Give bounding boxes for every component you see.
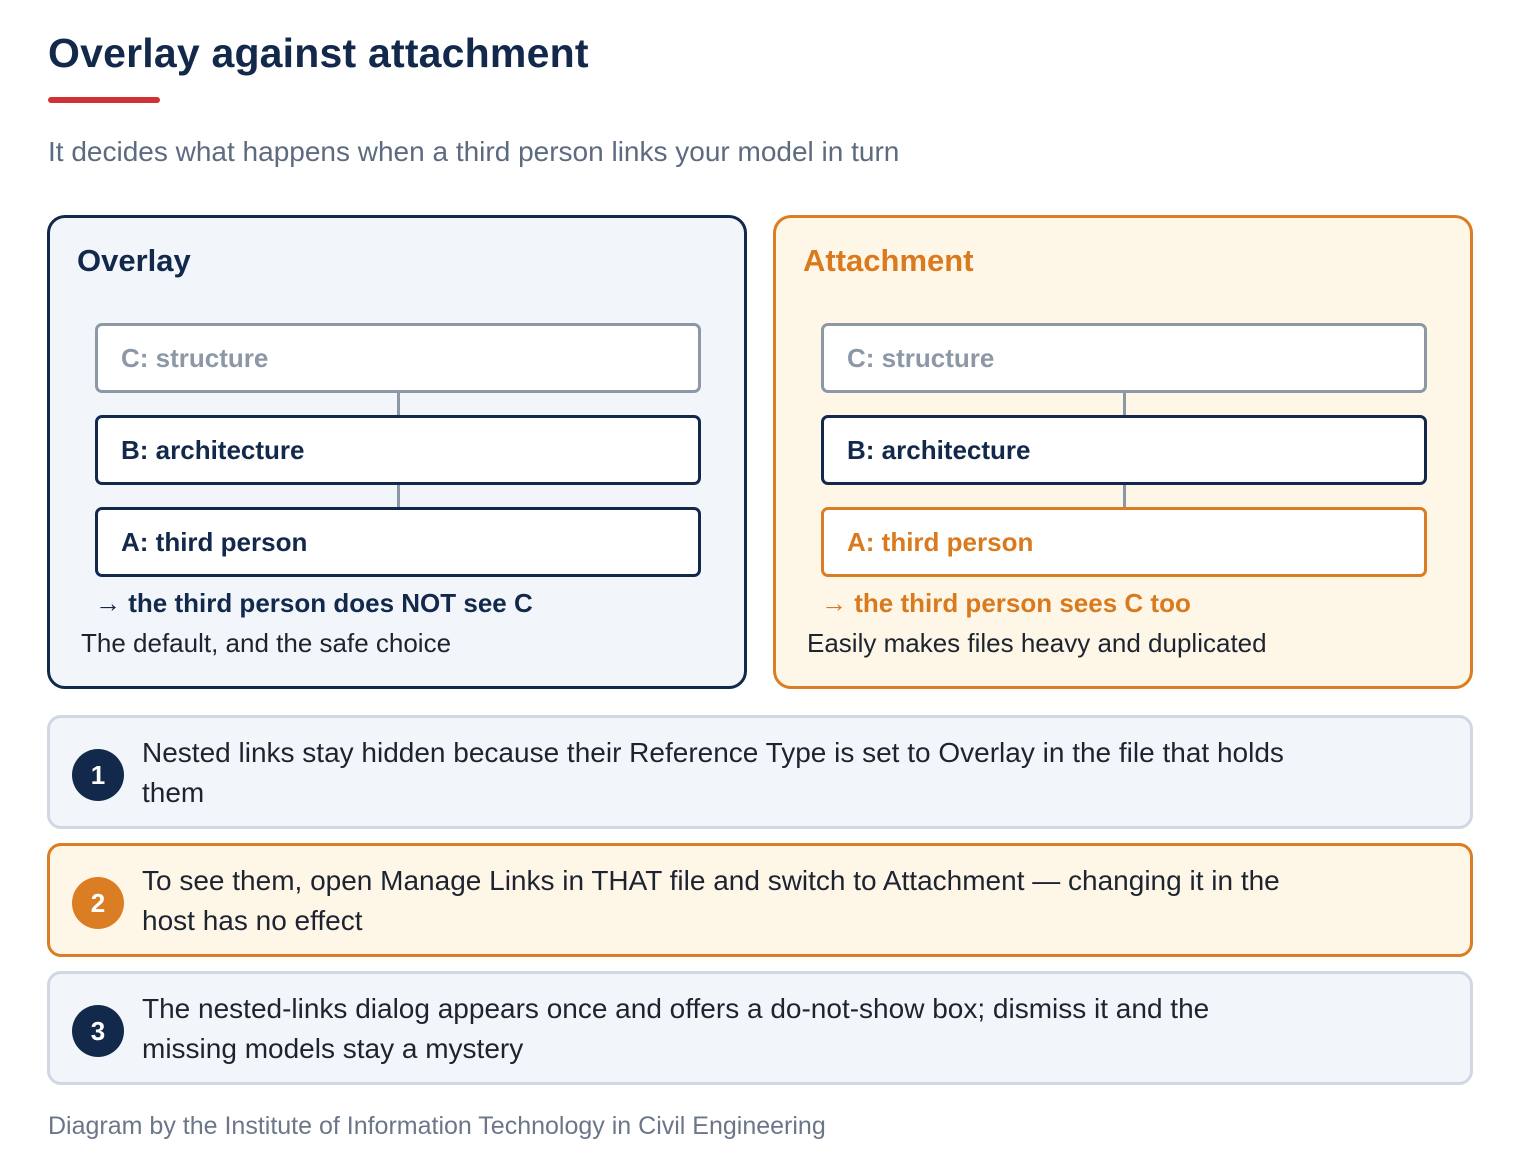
overlay-panel-title: Overlay — [77, 243, 191, 278]
title-underline — [48, 97, 160, 103]
step-number-badge: 2 — [72, 877, 124, 929]
attachment-box-architecture: B: architecture — [821, 415, 1427, 485]
step-text: To see them, open Manage Links in THAT file and switch to Attachment — changing it in the host has no effect — [142, 865, 1280, 936]
overlay-connector-c-b — [397, 393, 400, 415]
step-card-2 — [47, 843, 1473, 957]
attachment-note: Easily makes files heavy and duplicated — [807, 628, 1267, 658]
page-title: Overlay against attachment — [48, 30, 589, 76]
overlay-box-structure: C: structure — [95, 323, 701, 393]
step-card-1 — [47, 715, 1473, 829]
attachment-box-third-person: A: third person — [821, 507, 1427, 577]
step-text: Nested links stay hidden because their Reference Type is set to Overlay in the file that holds them — [142, 737, 1284, 808]
step-number-badge: 3 — [72, 1005, 124, 1057]
step-text: The nested-links dialog appears once and offers a do-not-show box; dismiss it and the missing models stay a mystery — [142, 993, 1210, 1064]
overlay-box-architecture: B: architecture — [95, 415, 701, 485]
page-subtitle: It decides what happens when a third person links your model in turn — [48, 136, 900, 167]
overlay-connector-b-a — [397, 485, 400, 507]
step-card-3 — [47, 971, 1473, 1085]
attachment-result: → the third person sees C too — [821, 588, 1191, 618]
attachment-connector-c-b — [1123, 393, 1126, 415]
attachment-panel — [773, 215, 1473, 689]
attachment-box-structure: C: structure — [821, 323, 1427, 393]
attachment-panel-title: Attachment — [803, 243, 974, 278]
step-number-badge: 1 — [72, 749, 124, 801]
overlay-box-third-person: A: third person — [95, 507, 701, 577]
overlay-panel — [47, 215, 747, 689]
overlay-note: The default, and the safe choice — [81, 628, 452, 658]
footer-credit: Diagram by the Institute of Information Technology in Civil Engineering — [48, 1112, 826, 1140]
overlay-result: → the third person does NOT see C — [95, 588, 533, 618]
attachment-connector-b-a — [1123, 485, 1126, 507]
